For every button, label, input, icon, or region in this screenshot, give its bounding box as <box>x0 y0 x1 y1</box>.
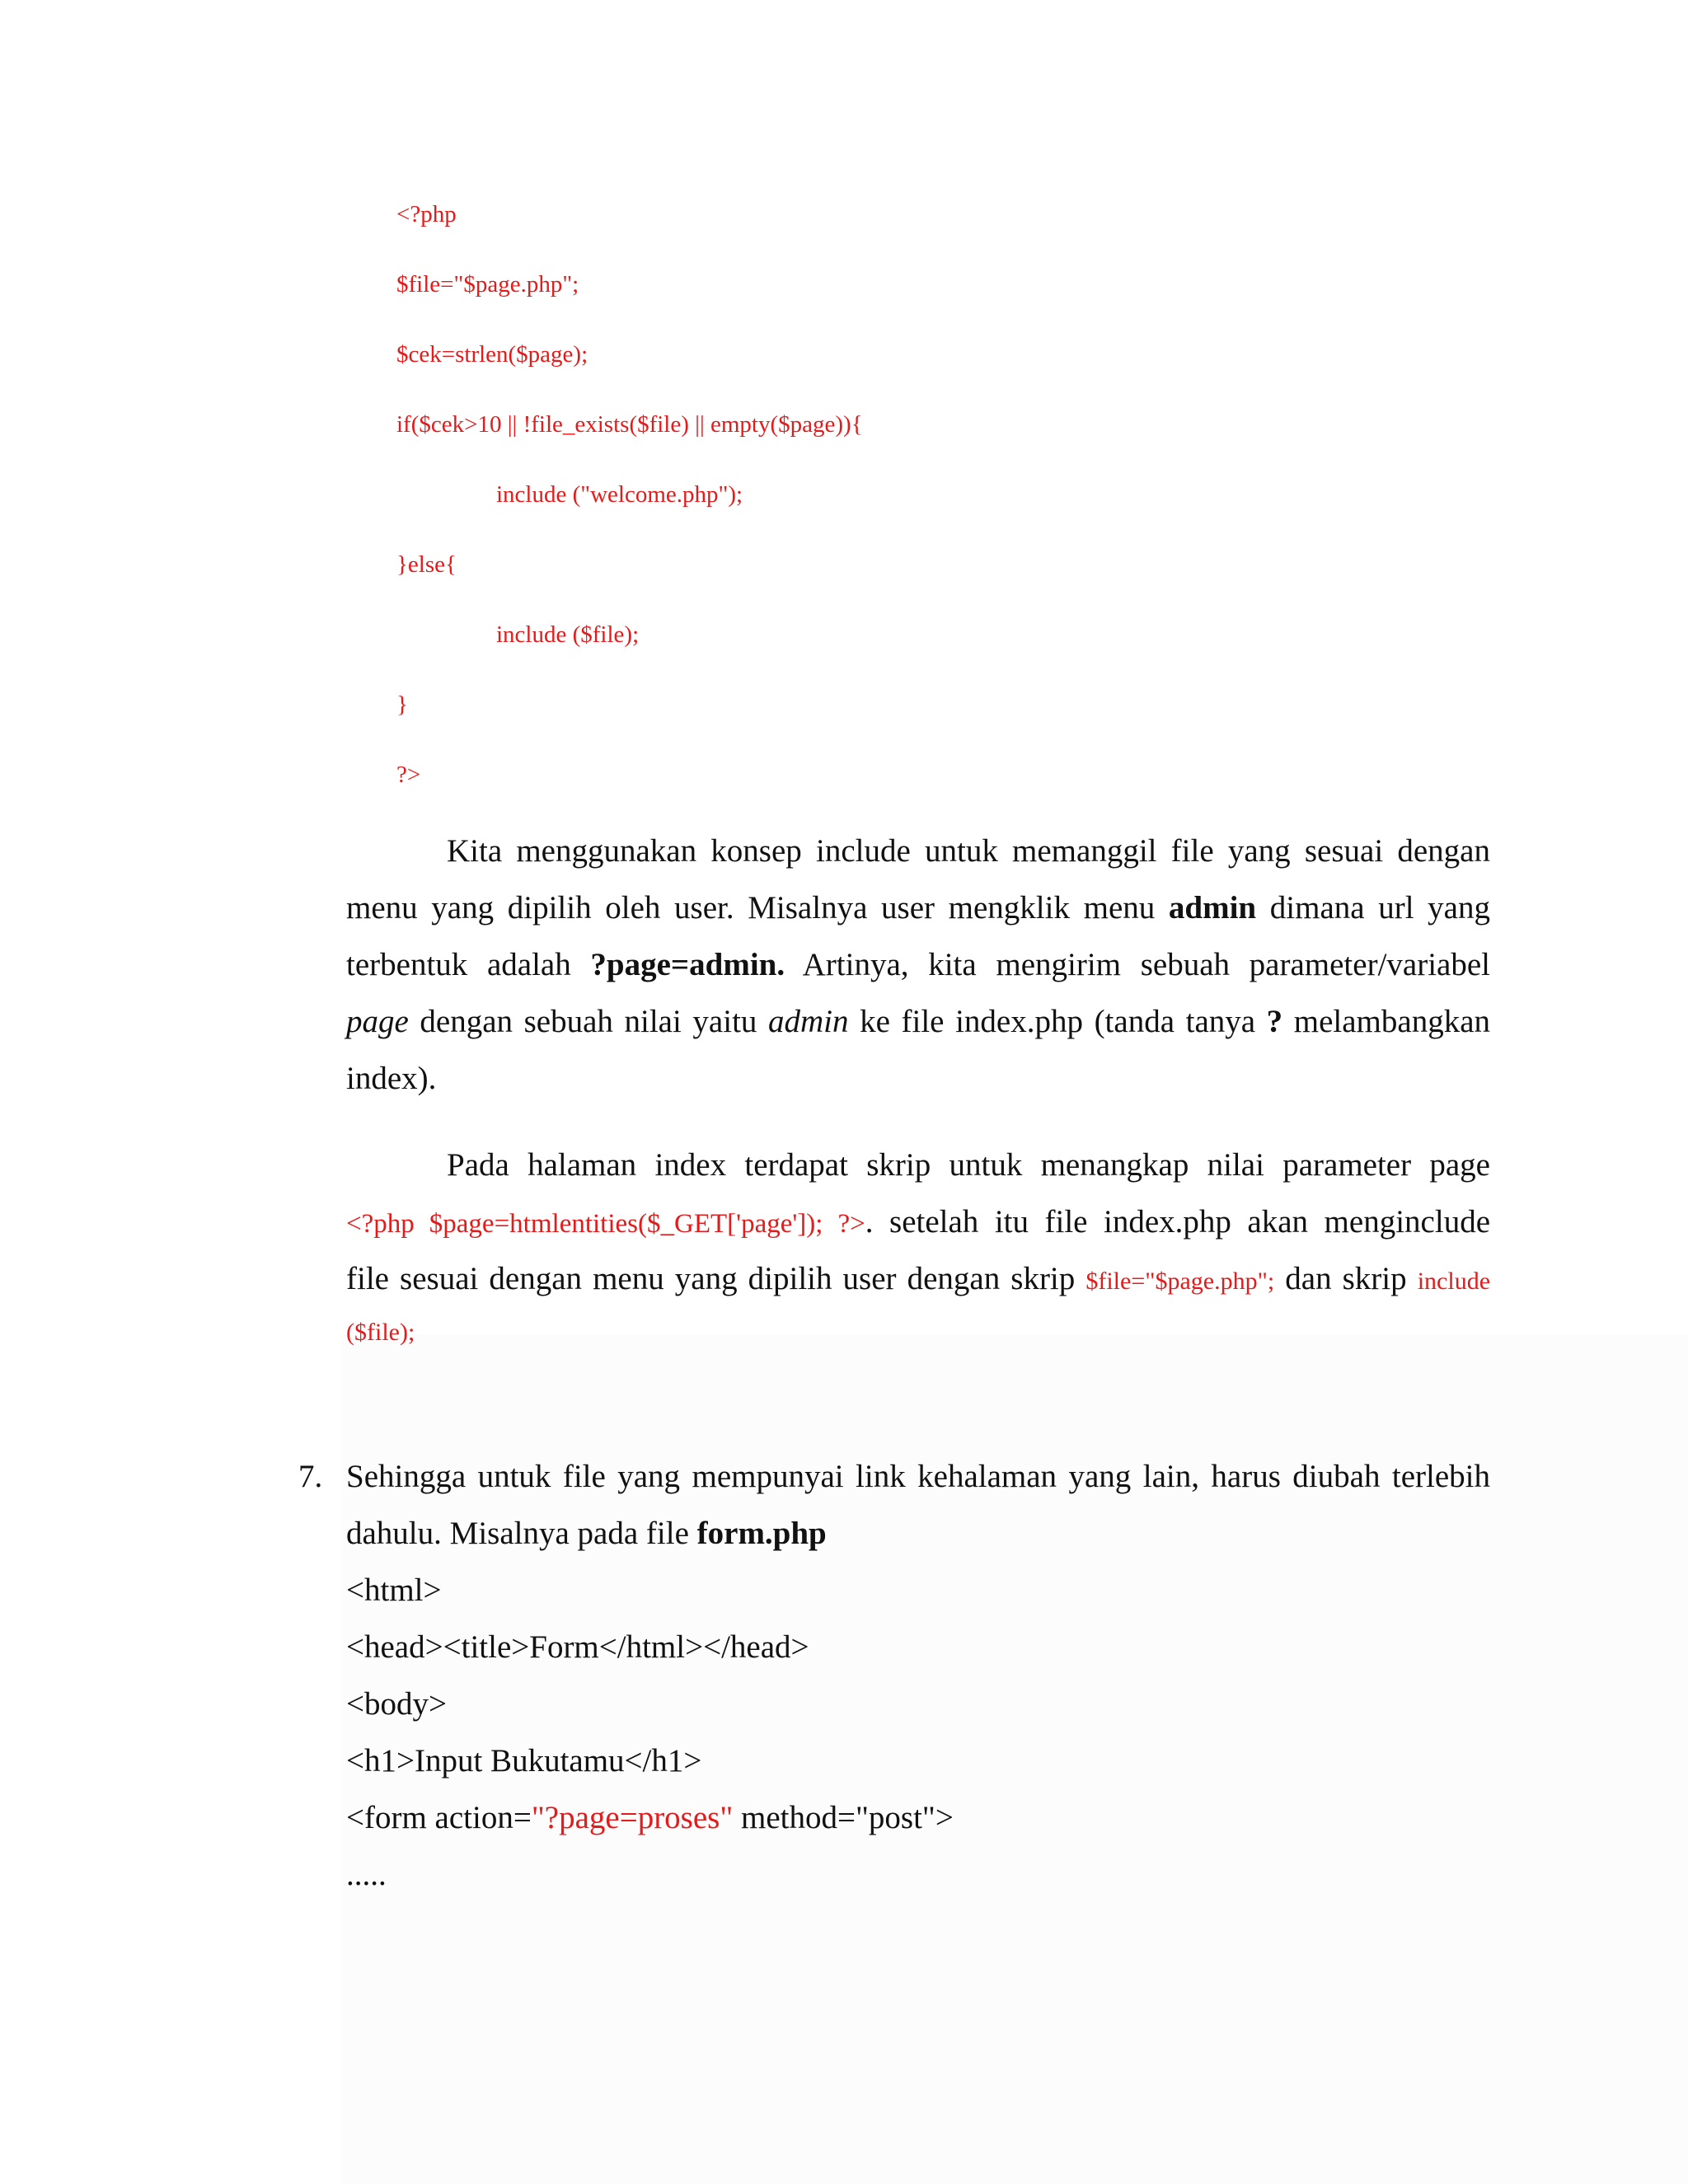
text-span: melambangkan <box>1282 1004 1491 1039</box>
code-line-1 <box>0 198 1688 272</box>
code-text: } <box>396 691 408 718</box>
code-line: ..... <box>346 1857 387 1892</box>
inline-code: $file="$page.php"; <box>1085 1268 1275 1295</box>
text-span: method="post"> <box>733 1800 954 1835</box>
code-text: include ("welcome.php"); <box>496 481 743 508</box>
text-span: <form action= <box>346 1800 532 1835</box>
code-text: $cek=strlen($page); <box>396 341 588 368</box>
paragraph-line: Pada halaman index terdapat skrip untuk menangkap nilai parameter page <box>447 1147 1490 1183</box>
list-item-7 <box>346 1448 1490 1903</box>
italic-text: admin <box>768 1004 849 1039</box>
code-text: if($cek>10 || !file_exists($file) || empty($page)){ <box>396 411 863 438</box>
text-span: ke file index.php (tanda tanya <box>848 1004 1267 1039</box>
code-text: }else{ <box>396 551 457 578</box>
inline-code: "?page=proses" <box>531 1800 734 1835</box>
paragraph-line <box>346 879 1490 936</box>
code-line-9 <box>0 758 1688 832</box>
paragraph-line: Sehingga untuk file yang mempunyai link kehalaman yang lain, harus diubah terlebih <box>346 1459 1490 1494</box>
code-line-3 <box>0 338 1688 412</box>
code-line: <head><title>Form</html></head> <box>346 1629 809 1665</box>
text-span: dahulu. Misalnya pada file <box>346 1516 697 1551</box>
inline-code: ($file); <box>346 1319 415 1346</box>
code-line-7 <box>0 618 1688 692</box>
text-span: menu yang dipilih oleh user. Misalnya user mengklik menu <box>346 890 1169 926</box>
bold-text: form.php <box>696 1516 827 1551</box>
paragraph-line <box>346 1250 1490 1307</box>
paragraph-line <box>346 1193 1490 1250</box>
inline-code: <?php $page=htmlentities($_GET['page']); ?> <box>346 1209 865 1239</box>
paragraph-line: index). <box>346 1061 437 1096</box>
paragraph-line: Kita menggunakan konsep include untuk memanggil file yang sesuai dengan <box>447 833 1490 869</box>
list-number: 7. <box>298 1459 323 1494</box>
code-line-8 <box>0 688 1688 762</box>
paragraph-line <box>346 1505 1490 1562</box>
code-text: include ($file); <box>496 621 640 648</box>
paragraph-include-concept <box>346 823 1490 1107</box>
paragraph-line <box>346 1307 1490 1352</box>
text-span: dimana url yang <box>1256 890 1490 926</box>
code-line-5 <box>0 478 1688 552</box>
bold-text: ? <box>1266 1004 1283 1039</box>
code-text: <?php <box>396 201 457 227</box>
text-span: file sesuai dengan menu yang dipilih user dengan skrip <box>346 1261 1086 1296</box>
italic-text: page <box>346 1004 409 1039</box>
bold-text: ?page=admin. <box>590 947 785 982</box>
inline-code: include <box>1417 1268 1491 1295</box>
paragraph-line <box>346 936 1490 993</box>
text-span: terbentuk adalah <box>346 947 591 982</box>
code-line-2 <box>0 268 1688 342</box>
paragraph-line <box>346 993 1490 1050</box>
code-line-6 <box>0 548 1688 622</box>
paragraph-index-script <box>346 1137 1490 1352</box>
text-span: Artinya, kita mengirim sebuah parameter/variabel <box>785 947 1490 982</box>
text-span: dan skrip <box>1274 1261 1418 1296</box>
code-line-4 <box>0 408 1688 482</box>
code-text: ?> <box>396 762 421 788</box>
code-line: <h1>Input Bukutamu</h1> <box>346 1743 702 1779</box>
text-span: dengan sebuah nilai yaitu <box>408 1004 769 1039</box>
code-line: <html> <box>346 1572 442 1608</box>
code-line <box>346 1789 1490 1846</box>
bold-text: admin <box>1168 890 1257 926</box>
text-span: . setelah itu file index.php akan menginclude <box>865 1204 1490 1240</box>
code-text: $file="$page.php"; <box>396 271 579 298</box>
code-line: <body> <box>346 1686 447 1722</box>
